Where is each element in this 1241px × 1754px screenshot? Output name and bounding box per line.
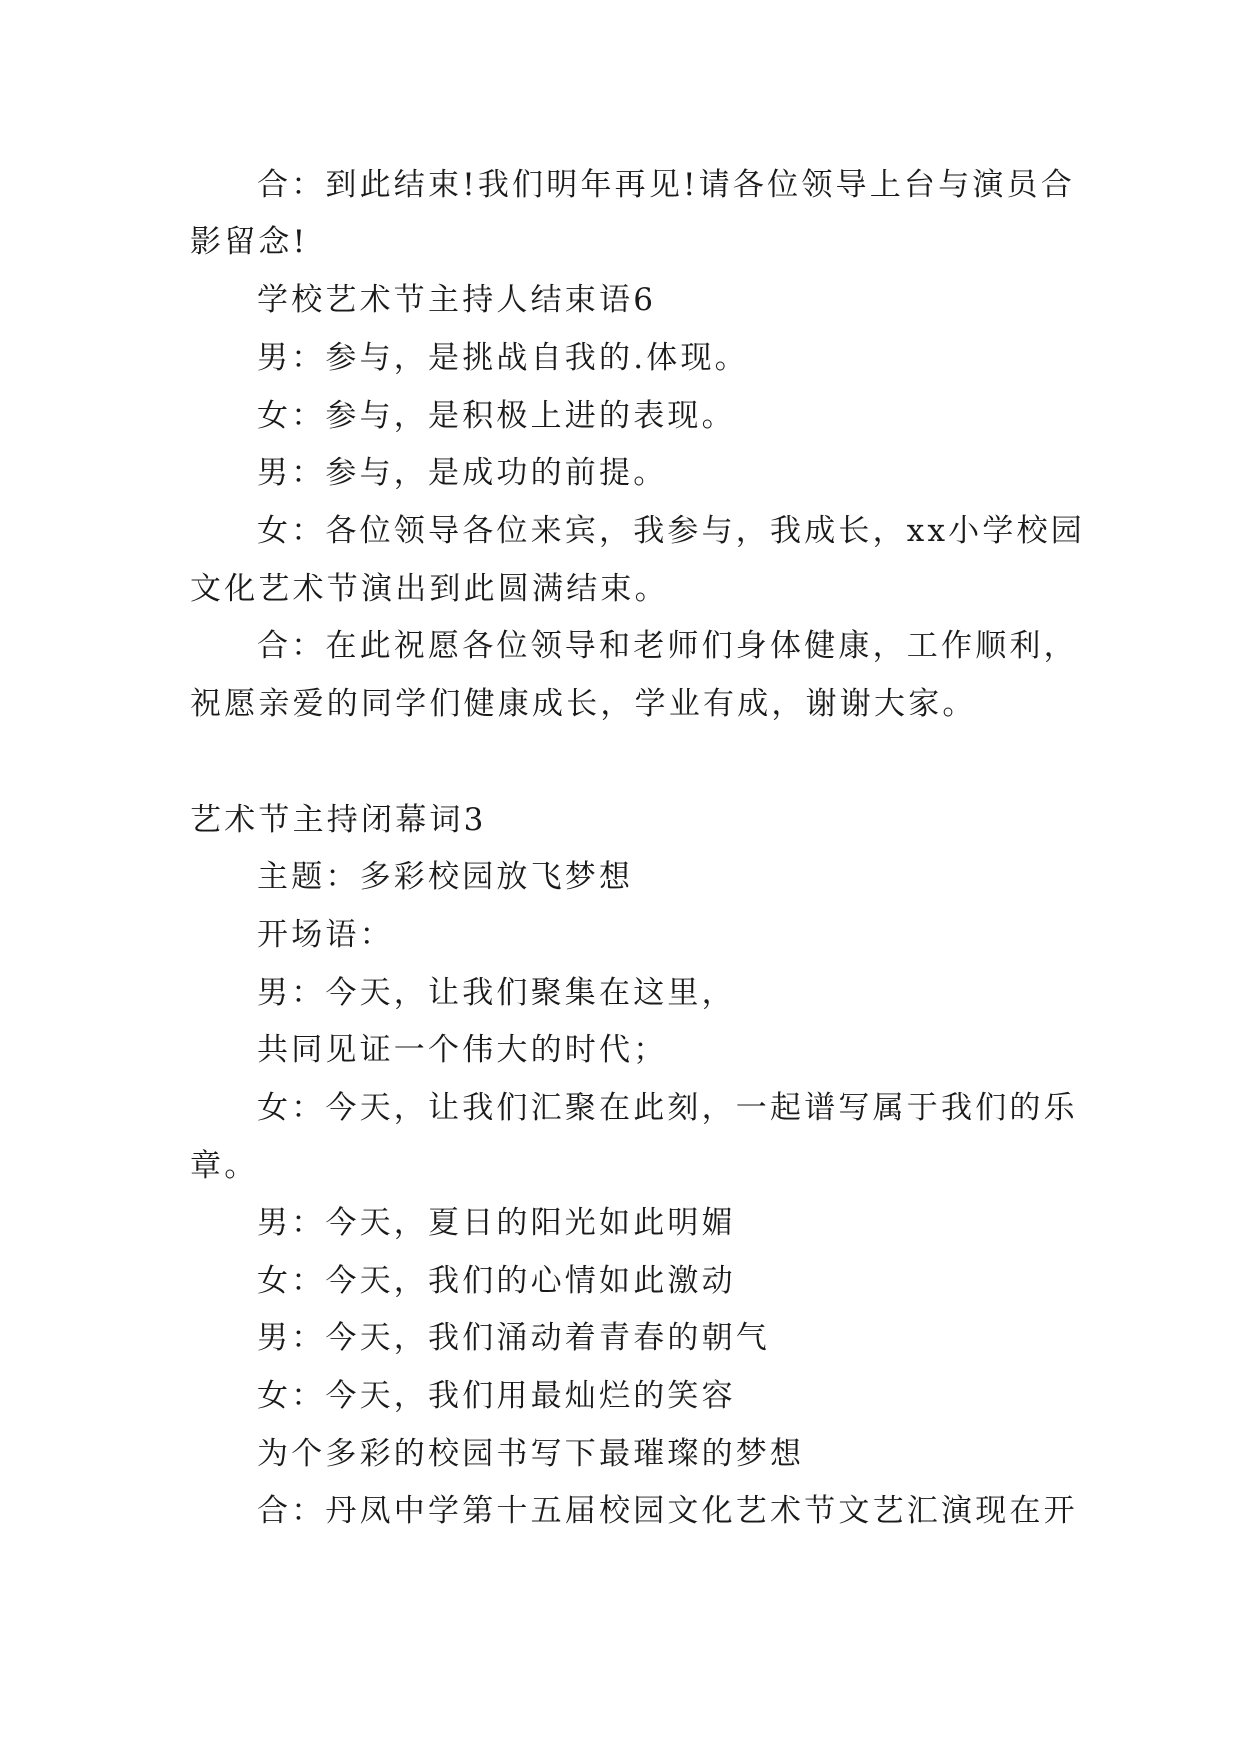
text-line: 男：今天，让我们聚集在这里，	[257, 975, 736, 1011]
section-heading: 艺术节主持闭幕词3	[190, 802, 487, 838]
text-line: 男：参与，是成功的前提。	[257, 455, 668, 491]
text-line: 女：今天，让我们汇聚在此刻，一起谱写属于我们的乐	[257, 1090, 1078, 1126]
text-line: 女：今天，我们用最灿烂的笑容	[257, 1378, 736, 1414]
text-line: 文化艺术节演出到此圆满结束。	[190, 571, 669, 607]
text-line: 影留念!	[190, 224, 309, 260]
text-line: 男：今天，夏日的阳光如此明媚	[257, 1205, 736, 1241]
text-line: 合：到此结束!我们明年再见!请各位领导上台与演员合	[257, 167, 1075, 203]
text-line: 男：今天，我们涌动着青春的朝气	[257, 1320, 770, 1356]
text-line: 男：参与，是挑战自我的.体现。	[257, 340, 749, 376]
text-line: 主题：多彩校园放飞梦想	[257, 859, 634, 895]
text-line: 开场语：	[257, 917, 394, 953]
text-line: 合：丹凤中学第十五届校园文化艺术节文艺汇演现在开	[257, 1493, 1078, 1529]
text-line: 祝愿亲爱的同学们健康成长，学业有成，谢谢大家。	[190, 686, 977, 722]
text-line: 为个多彩的校园书写下最璀璨的梦想	[257, 1436, 805, 1472]
text-line: 共同见证一个伟大的时代；	[257, 1032, 668, 1068]
text-line: 女：参与，是积极上进的表现。	[257, 398, 736, 434]
text-line: 女：今天，我们的心情如此激动	[257, 1263, 736, 1299]
text-line: 女：各位领导各位来宾，我参与，我成长，xx小学校园	[257, 513, 1085, 549]
text-line: 章。	[190, 1148, 259, 1184]
section-heading: 学校艺术节主持人结束语6	[257, 282, 657, 318]
text-line: 合：在此祝愿各位领导和老师们身体健康，工作顺利，	[257, 628, 1078, 664]
